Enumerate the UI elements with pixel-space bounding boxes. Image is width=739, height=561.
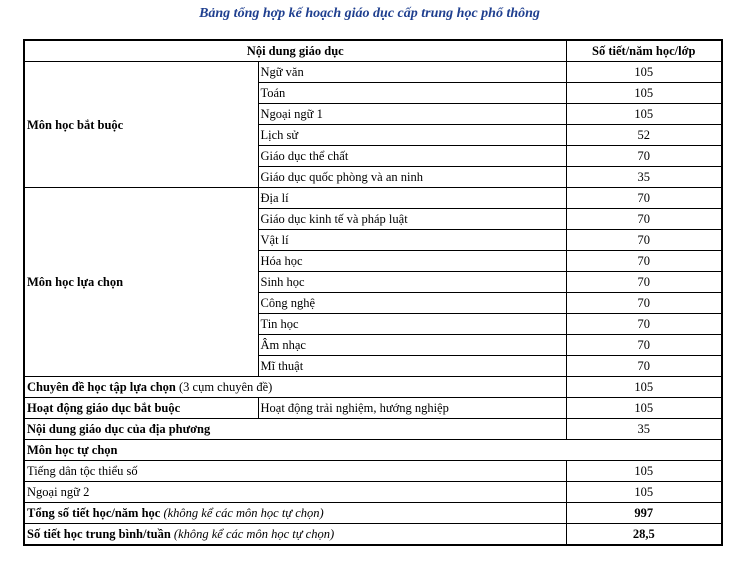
total-year-note: (không kể các môn học tự chọn)	[163, 506, 324, 520]
table-row	[24, 524, 722, 546]
subject-periods: 105	[566, 83, 722, 104]
avg-week-note: (không kể các môn học tự chọn)	[173, 527, 335, 541]
activities-detail: Hoạt động trải nghiệm, hướng nghiệp	[258, 398, 566, 419]
subject-name: Giáo dục quốc phòng và an ninh	[258, 167, 566, 188]
table-row	[24, 398, 722, 419]
table-row	[24, 62, 722, 83]
table-row	[24, 482, 722, 503]
subject-name: Toán	[258, 83, 566, 104]
table-title: Bảng tổng hợp kế hoạch giáo dục cấp trung học phổ thông	[199, 6, 540, 21]
activities-label: Hoạt động giáo dục bắt buộc	[24, 398, 258, 419]
subject-name: Hóa học	[258, 251, 566, 272]
table-row	[24, 419, 722, 440]
optional-label: Môn học tự chọn	[24, 440, 722, 461]
optional-subject-periods: 105	[566, 482, 722, 503]
avg-week-label: Số tiết học trung bình/tuần	[27, 527, 171, 541]
subject-name: Công nghệ	[258, 293, 566, 314]
total-year-periods: 997	[566, 503, 722, 524]
subject-periods: 70	[566, 209, 722, 230]
total-year-cell	[24, 503, 566, 524]
subject-name: Giáo dục kinh tế và pháp luật	[258, 209, 566, 230]
subject-name: Vật lí	[258, 230, 566, 251]
subject-periods: 70	[566, 272, 722, 293]
activities-periods: 105	[566, 398, 722, 419]
subject-name: Lịch sử	[258, 125, 566, 146]
topics-note: (3 cụm chuyên đề)	[178, 380, 273, 394]
subject-name: Giáo dục thể chất	[258, 146, 566, 167]
subject-name: Ngoại ngữ 1	[258, 104, 566, 125]
subject-periods: 70	[566, 230, 722, 251]
subject-periods: 70	[566, 251, 722, 272]
table-row	[24, 503, 722, 524]
subject-periods: 105	[566, 104, 722, 125]
subject-periods: 70	[566, 293, 722, 314]
subject-name: Mĩ thuật	[258, 356, 566, 377]
optional-subject-periods: 105	[566, 461, 722, 482]
header-content: Nội dung giáo dục	[24, 40, 566, 62]
table-row	[24, 377, 722, 398]
subject-periods: 70	[566, 188, 722, 209]
subject-periods: 70	[566, 314, 722, 335]
topics-label: Chuyên đề học tập lựa chọn	[27, 380, 176, 394]
optional-subject-name: Ngoại ngữ 2	[24, 482, 566, 503]
subject-name: Sinh học	[258, 272, 566, 293]
table-row	[24, 440, 722, 461]
elective-group-label: Môn học lựa chọn	[24, 188, 258, 377]
subject-periods: 52	[566, 125, 722, 146]
topics-cell	[24, 377, 566, 398]
total-year-label: Tổng số tiết học/năm học	[27, 506, 161, 520]
avg-week-periods: 28,5	[566, 524, 722, 546]
table-row	[24, 461, 722, 482]
subject-periods: 70	[566, 335, 722, 356]
subject-periods: 70	[566, 356, 722, 377]
subject-name: Địa lí	[258, 188, 566, 209]
header-row	[24, 40, 722, 62]
subject-name: Ngữ văn	[258, 62, 566, 83]
subject-periods: 70	[566, 146, 722, 167]
avg-week-cell	[24, 524, 566, 546]
local-periods: 35	[566, 419, 722, 440]
subject-periods: 35	[566, 167, 722, 188]
subject-name: Tin học	[258, 314, 566, 335]
mandatory-group-label: Môn học bắt buộc	[24, 62, 258, 188]
header-periods: Số tiết/năm học/lớp	[566, 40, 722, 62]
subject-name: Âm nhạc	[258, 335, 566, 356]
optional-subject-name: Tiếng dân tộc thiểu số	[24, 461, 566, 482]
topics-periods: 105	[566, 377, 722, 398]
subject-periods: 105	[566, 62, 722, 83]
local-label: Nội dung giáo dục của địa phương	[24, 419, 566, 440]
education-plan-table	[23, 39, 723, 546]
table-row	[24, 188, 722, 209]
